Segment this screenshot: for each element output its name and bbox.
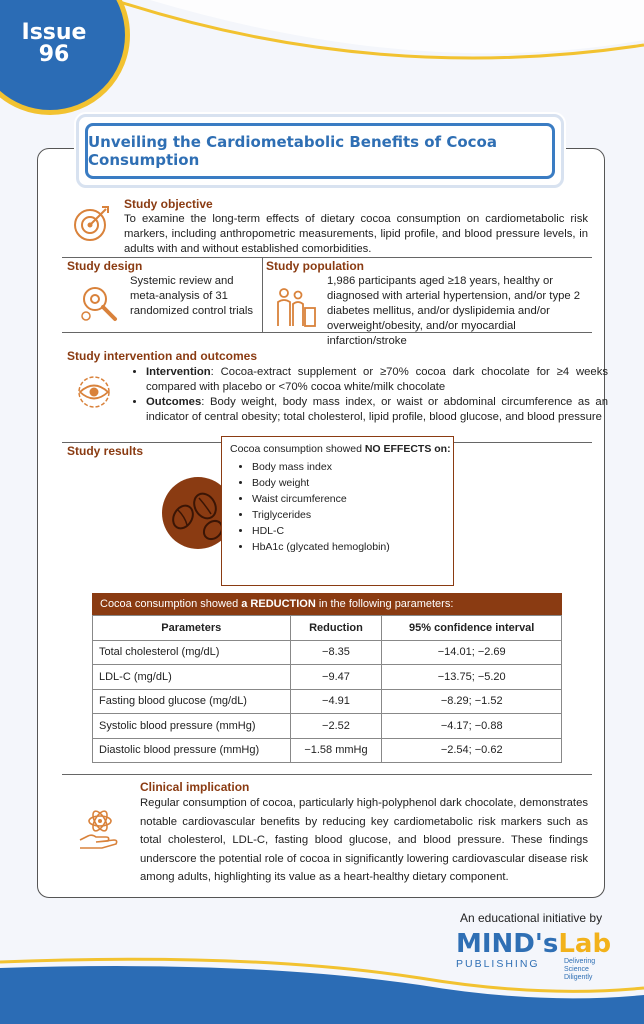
divider xyxy=(62,774,592,775)
objective-heading: Study objective xyxy=(124,197,213,211)
reduction-caption: Cocoa consumption showed a REDUCTION in the following parameters: xyxy=(92,593,562,615)
table-cell: Total cholesterol (mg/dL) xyxy=(93,640,291,665)
design-text: Systemic review and meta-analysis of 31 randomized control trials xyxy=(130,275,254,317)
divider xyxy=(62,332,592,333)
table-cell: −8.29; −1.52 xyxy=(382,689,562,714)
outcomes-item: • Outcomes: Body weight, body mass index, or waist or abdominal circumference as an indicator of central obesity; total cholesterol, lipid profile, blood glucose, and blood pressure xyxy=(146,395,608,425)
magnifier-gear-icon xyxy=(78,282,120,324)
table-cell: −13.75; −5.20 xyxy=(382,665,562,690)
table-cell: −9.47 xyxy=(290,665,382,690)
reduction-table xyxy=(92,615,562,763)
table-cell: −2.52 xyxy=(290,714,382,739)
intervention-heading: Study intervention and outcomes xyxy=(67,349,258,363)
population-heading: Study population xyxy=(266,259,364,273)
table-row xyxy=(93,665,562,690)
table-cell: −4.91 xyxy=(290,689,382,714)
list-item: • HDL-C xyxy=(252,523,453,539)
list-item: • Triglycerides xyxy=(252,507,453,523)
column-header: 95% confidence interval xyxy=(382,616,562,641)
no-effects-title: Cocoa consumption showed NO EFFECTS on: xyxy=(230,443,451,455)
table-cell: Fasting blood glucose (mg/dL) xyxy=(93,689,291,714)
issue-label: Issue 96 xyxy=(21,20,87,67)
table-cell: −1.58 mmHg xyxy=(290,738,382,763)
population-text: 1,986 participants aged ≥18 years, healthy or diagnosed with arterial hypertension, and/or type 2 diabetes mellitus, and/or dyslipidemia and/or overweight/obesity, and/or myocardial infarction/stroke xyxy=(327,275,581,347)
people-icon xyxy=(272,286,318,330)
list-item: • Waist circumference xyxy=(252,491,453,507)
table-row xyxy=(93,640,562,665)
table-cell: −8.35 xyxy=(290,640,382,665)
results-heading: Study results xyxy=(67,444,144,458)
title-banner xyxy=(76,114,564,188)
list-item: • Body weight xyxy=(252,475,453,491)
publisher-logo: MIND'sLab PUBLISHING Delivering Science Diligently xyxy=(456,929,612,981)
column-header: Parameters xyxy=(93,616,291,641)
objective-text: To examine the long-term effects of dietary cocoa consumption on cardiometabolic risk markers, including anthropometric measurements, lipid profile, and blood pressure levels, in adults with and without established comorbidities. xyxy=(124,213,588,255)
divider xyxy=(62,257,592,258)
target-icon xyxy=(70,203,112,245)
clinical-heading: Clinical implication xyxy=(140,780,250,794)
column-header: Reduction xyxy=(290,616,382,641)
table-cell: −4.17; −0.88 xyxy=(382,714,562,739)
table-cell: −2.54; −0.62 xyxy=(382,738,562,763)
no-effects-box xyxy=(221,436,454,586)
reduction-table-wrap xyxy=(92,593,562,763)
hand-atom-icon xyxy=(76,806,120,850)
intervention-item: • Intervention: Cocoa-extract supplement or ≥70% cocoa dark chocolate for ≥4 weeks compared with placebo or <70% cocoa white/milk chocolate xyxy=(146,365,608,395)
footer-initiative: An educational initiative by xyxy=(460,911,603,925)
eye-gear-icon xyxy=(72,373,116,411)
table-header-row xyxy=(93,616,562,641)
table-row xyxy=(93,714,562,739)
no-effects-list xyxy=(222,459,453,555)
list-item: • Body mass index xyxy=(252,459,453,475)
design-heading: Study design xyxy=(67,259,143,273)
intervention-list xyxy=(128,365,608,425)
table-cell: Systolic blood pressure (mmHg) xyxy=(93,714,291,739)
page-title: Unveiling the Cardiometabolic Benefits of Cocoa Consumption xyxy=(88,133,497,169)
table-row xyxy=(93,689,562,714)
table-cell: −14.01; −2.69 xyxy=(382,640,562,665)
divider xyxy=(262,258,263,332)
table-row xyxy=(93,738,562,763)
clinical-text: Regular consumption of cocoa, particularly high-polyphenol dark chocolate, demonstrates notable cardiovascular benefits by reducing key cardiometabolic risk markers such as total cholesterol, LDL-C, fasting blood glucose, and blood pressure. These findings underscore the potential role of cocoa in significantly lowering cardiovascular disease risk among adults, highlighting its value as a heart-healthy dietary component. xyxy=(140,797,588,883)
list-item: • HbA1c (glycated hemoglobin) xyxy=(252,539,453,555)
table-cell: Diastolic blood pressure (mmHg) xyxy=(93,738,291,763)
table-cell: LDL-C (mg/dL) xyxy=(93,665,291,690)
